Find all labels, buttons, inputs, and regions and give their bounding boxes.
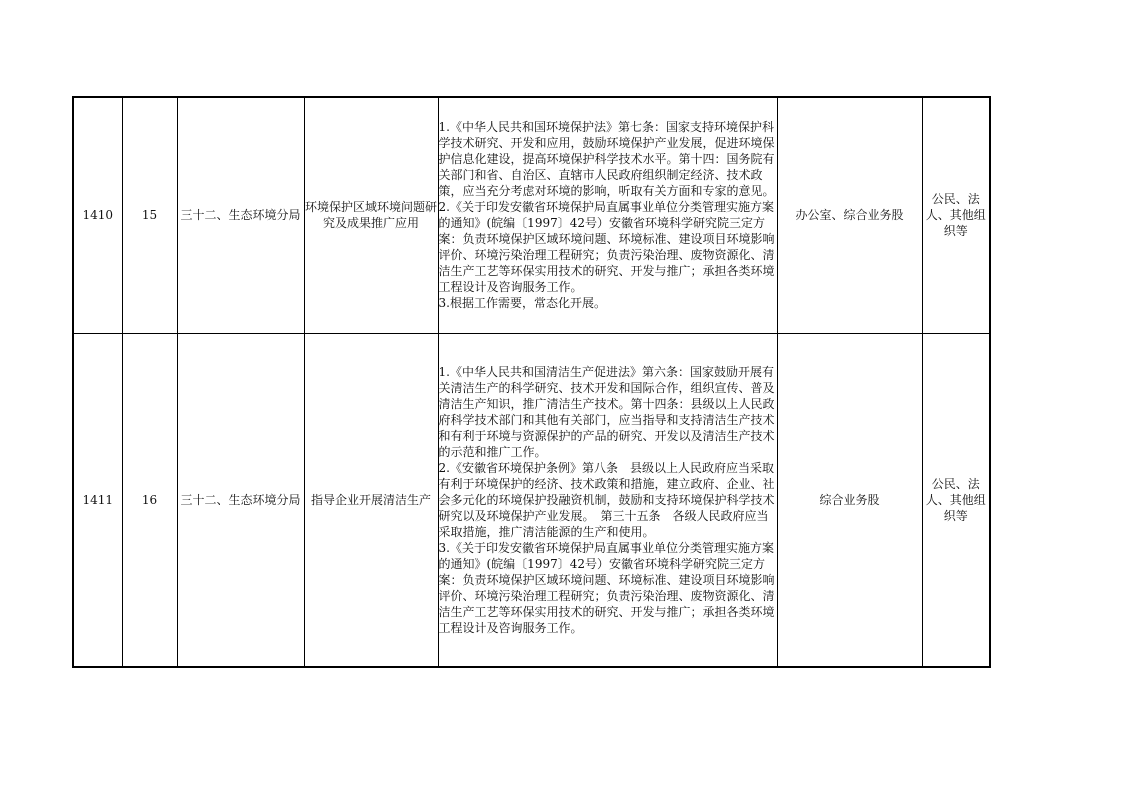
basis-clause: 3.《关于印发安徽省环境保护局直属事业单位分类管理实施方案的通知》(皖编〔1997〕42号）安徽省环境科学研究院三定方案：负责环境保护区域环境问题、环境标准、建设项目环境影响评价、环境污染治理工程研究；负责污染治理、废物资源化、清洁生产工艺等环保实用技术的研究、开发与推广；承担各类环境工程设计及咨询服务工作。 — [438, 540, 775, 635]
row-seq: 16 — [122, 333, 177, 667]
basis-clause: 1.《中华人民共和国清洁生产促进法》第六条：国家鼓励开展有关清洁生产的科学研究、技术开发和国际合作，组织宣传、普及清洁生产知识，推广清洁生产技术。第十四条：县级以上人民政府科学技术部门和其他有关部门，应当指导和支持清洁生产技术和有利于环境与资源保护的产品的研究、开发以及清洁生产技术的示范和推广工作。 — [438, 364, 775, 459]
row-basis — [438, 97, 777, 333]
row-code: 1411 — [73, 333, 122, 667]
row-item: 环境保护区域环境问题研究及成果推广应用 — [304, 97, 438, 333]
row-basis — [438, 333, 777, 667]
responsibility-table — [72, 96, 991, 668]
basis-clause: 1.《中华人民共和国环境保护法》第七条：国家支持环境保护科学技术研究、开发和应用，鼓励环境保护产业发展，促进环境保护信息化建设，提高环境保护科学技术水平。第十四：国务院有关部门和省、自治区、直辖市人民政府组织制定经济、技术政策，应当充分考虑对环境的影响，听取有关方面和专家的意见。 — [438, 120, 775, 199]
basis-clause: 2.《关于印发安徽省环境保护局直属事业单位分类管理实施方案的通知》(皖编〔1997〕42号）安徽省环境科学研究院三定方案：负责环境保护区域环境问题、环境标准、建设项目环境影响评价、环境污染治理工程研究；负责污染治理、废物资源化、清洁生产工艺等环保实用技术的研究、开发与推广；承担各类环境工程设计及咨询服务工作。 — [438, 200, 775, 295]
row-office: 办公室、综合业务股 — [777, 97, 922, 333]
row-code: 1410 — [73, 97, 122, 333]
row-seq: 15 — [122, 97, 177, 333]
row-item: 指导企业开展清洁生产 — [304, 333, 438, 667]
row-target: 公民、法人、其他组织等 — [922, 333, 990, 667]
basis-clause: 2.《安徽省环境保护条例》第八条 县级以上人民政府应当采取有利于环境保护的经济、技术政策和措施，建立政府、企业、社会多元化的环境保护投融资机制，鼓励和支持环境保护科学技术研究以及环境保护产业发展。 第三十五条 各级人民政府应当采取措施，推广清洁能源的生产和使用。 — [438, 460, 775, 539]
table-row — [73, 333, 990, 667]
table-row — [73, 97, 990, 333]
row-target: 公民、法人、其他组织等 — [922, 97, 990, 333]
row-dept: 三十二、生态环境分局 — [177, 333, 304, 667]
basis-clause: 3.根据工作需要，常态化开展。 — [438, 296, 606, 311]
row-office: 综合业务股 — [777, 333, 922, 667]
row-dept: 三十二、生态环境分局 — [177, 97, 304, 333]
